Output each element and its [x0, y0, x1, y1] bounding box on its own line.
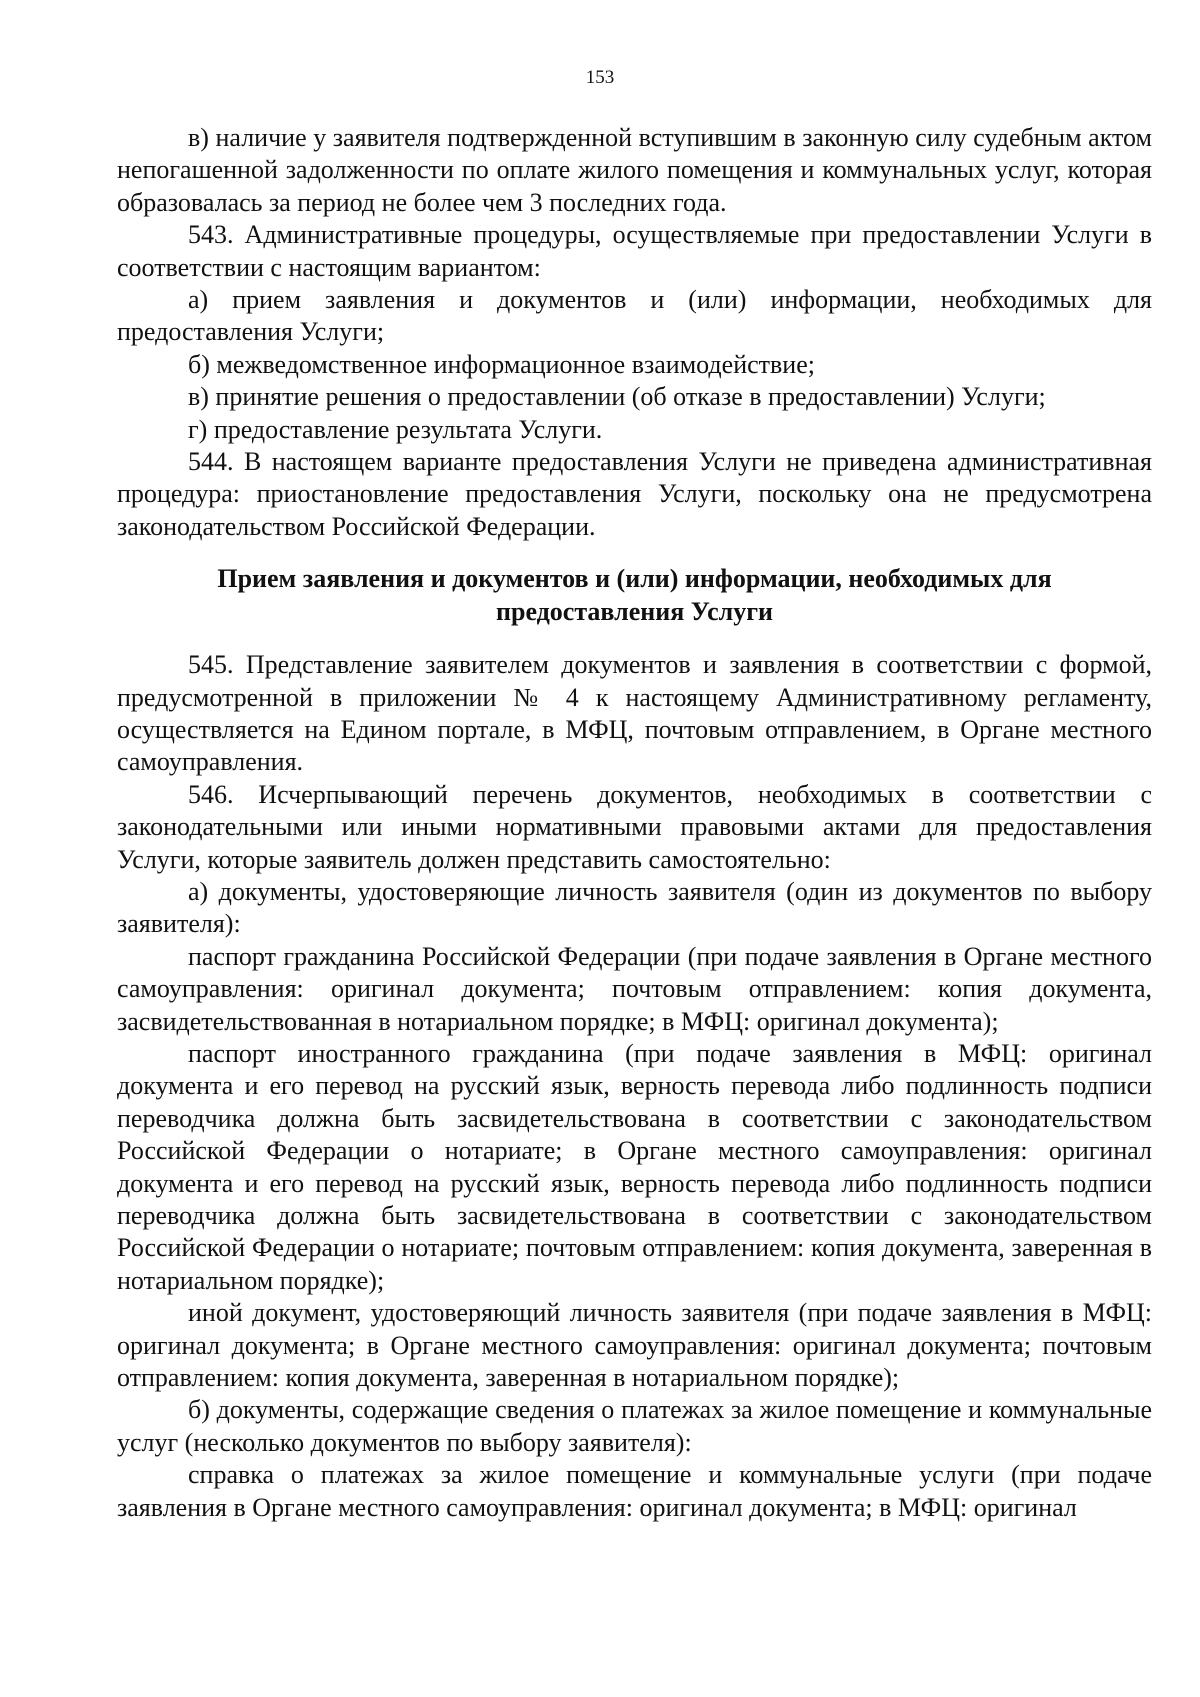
paragraph-passport-rf: паспорт гражданина Российской Федерации (при подаче заявления в Органе местного самоуправления: оригинал документа; почтовым отправлением: копия документа, засвидетельствованная в нотариальном порядке; в МФЦ: оригинал документа); [117, 941, 1152, 1036]
paragraph-item-v-debt: в) наличие у заявителя подтвержденной вступившим в законную силу судебным актом непогашенной задолженности по оплате жилого помещения и коммунальных услуг, которая образовалась за период не более чем 3 последних года. [117, 123, 1152, 217]
paragraph-544: 544. В настоящем варианте предоставления Услуги не приведена административная процедура: приостановление предоставления Услуги, поскольку она не предусмотрена законодательством Российской Федерации. [117, 447, 1152, 541]
paragraph-545: 545. Представление заявителем документов и заявления в соответствии с формой, предусмотренной в приложении № 4 к настоящему Административному регламенту, осуществляется на Едином портале, в МФЦ, почтовым отправлением, в Органе местного самоуправления. [117, 650, 1152, 777]
paragraph-payment-certificate: справка о платежах за жилое помещение и коммунальные услуги (при подаче заявления в Органе местного самоуправления: оригинал документа; в МФЦ: оригинал [117, 1460, 1152, 1522]
paragraph-546-a: а) документы, удостоверяющие личность заявителя (один из документов по выбору заявителя): [117, 876, 1152, 939]
paragraph-543: 543. Административные процедуры, осуществляемые при предоставлении Услуги в соответствии с настоящим вариантом: [117, 220, 1152, 282]
paragraph-other-id: иной документ, удостоверяющий личность заявителя (при подаче заявления в МФЦ: оригинал документа; в Органе местного самоуправления: оригинал документа; почтовым отправлением: копия документа, заверенная в нотариальном порядке); [117, 1298, 1152, 1393]
section-heading-line-2: предоставления Услуги [496, 596, 773, 626]
paragraph-543-g: г) предоставление результата Услуги. [188, 414, 603, 444]
section-heading [117, 563, 1152, 628]
document-body [117, 122, 1152, 1524]
paragraph-546-b: б) документы, содержащие сведения о платежах за жилое помещение и коммунальные услуг (несколько документов по выбору заявителя): [117, 1395, 1152, 1457]
paragraph-543-v: в) принятие решения о предоставлении (об отказе в предоставлении) Услуги; [188, 382, 1046, 412]
section-heading-line-1: Прием заявления и документов и (или) информации, необходимых для [217, 564, 1052, 594]
paragraph-543-b: б) межведомственное информационное взаимодействие; [188, 349, 815, 379]
paragraph-passport-foreign: паспорт иностранного гражданина (при подаче заявления в МФЦ: оригинал документа и его перевод на русский язык, верность перевода либо подлинность подписи переводчика должна быть засвидетельствована в соответствии с законодательством Российской Федерации о нотариате; в Органе местного самоуправления: оригинал документа и его перевод на русский язык, верность перевода либо подлинность подписи переводчика должна быть засвидетельствована в соответствии с законодательством Российской Федерации о нотариате; почтовым отправлением: копия документа, заверенная в нотариальном порядке); [117, 1038, 1152, 1295]
paragraph-546: 546. Исчерпывающий перечень документов, необходимых в соответствии с законодательными или иными нормативными правовыми актами для предоставления Услуги, которые заявитель должен представить самостоятельно: [117, 779, 1152, 874]
paragraph-543-a: а) прием заявления и документов и (или) информации, необходимых для предоставления Услуги; [117, 285, 1152, 347]
page-number: 153 [585, 67, 615, 88]
